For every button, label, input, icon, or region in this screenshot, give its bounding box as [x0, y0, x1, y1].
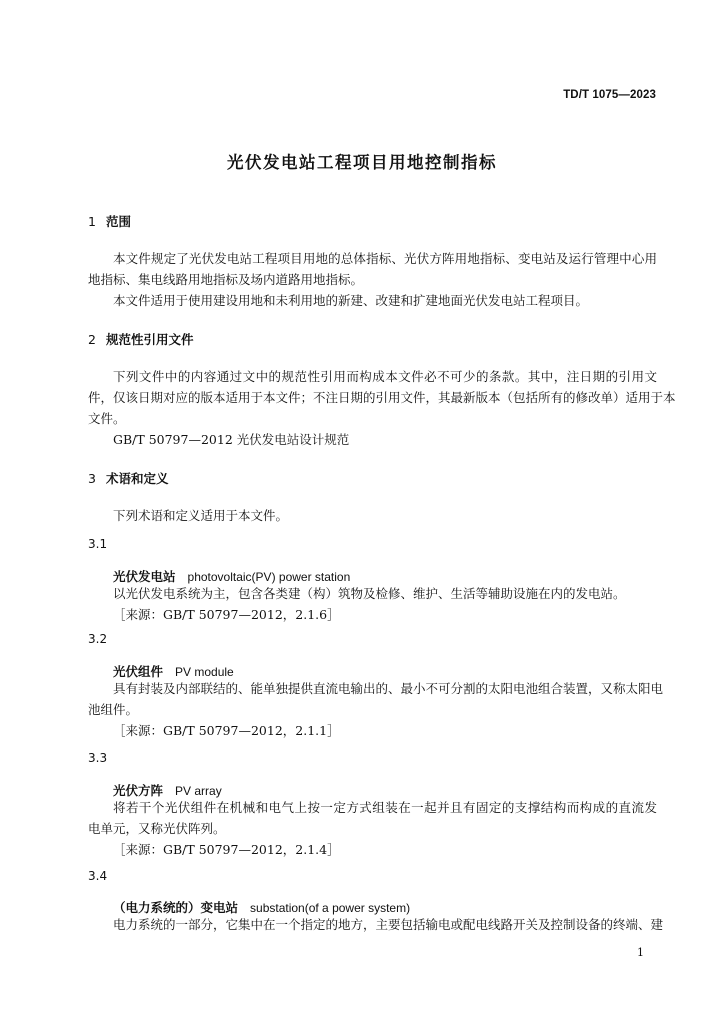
paragraph-line: 文件。: [88, 411, 126, 426]
term-number: 3.2: [88, 632, 108, 646]
definition-line: 电单元，又称光伏阵列。: [88, 821, 226, 836]
section-title: 范围: [106, 214, 132, 229]
section-heading-normative-refs: [88, 330, 194, 348]
term-chinese: （电力系统的）变电站: [113, 900, 239, 915]
term-chinese: 光伏发电站: [113, 569, 176, 584]
definition-line: 以光伏发电系统为主，包含各类建（构）筑物及检修、维护、生活等辅助设施在内的发电站。: [113, 586, 626, 601]
term-english: photovoltaic(PV) power station: [187, 570, 351, 584]
term-source: ［来源：GB/T 50797—2012，2.1.6］: [113, 607, 340, 622]
term-number: 3.4: [88, 869, 108, 883]
reference-item: GB/T 50797—2012 光伏发电站设计规范: [113, 432, 350, 447]
paragraph-line: 本文件适用于使用建设用地和未利用地的新建、改建和扩建地面光伏发电站工程项目。: [113, 293, 589, 308]
term-number: 3.1: [88, 537, 108, 551]
term-source: ［来源：GB/T 50797—2012，2.1.1］: [113, 723, 340, 738]
section-number: 1: [88, 214, 96, 229]
section-heading-scope: [88, 212, 131, 230]
definition-line: 具有封装及内部联结的、能单独提供直流电输出的、最小不可分割的太阳电池组合装置，又称太阳电: [113, 681, 664, 696]
section-heading-terms: [88, 469, 169, 487]
term-number: 3.3: [88, 751, 108, 765]
paragraph-line: 地指标、集电线路用地指标及场内道路用地指标。: [88, 272, 364, 287]
term-english: PV array: [175, 784, 222, 798]
term-chinese: 光伏组件: [113, 664, 164, 679]
paragraph-line: 本文件规定了光伏发电站工程项目用地的总体指标、光伏方阵用地指标、变电站及运行管理中心用: [113, 251, 657, 266]
page-number: 1: [637, 946, 644, 959]
document-title: 光伏发电站工程项目用地控制指标: [227, 153, 497, 172]
section-title: 规范性引用文件: [106, 332, 194, 347]
term-source: ［来源：GB/T 50797—2012，2.1.4］: [113, 842, 340, 857]
section-number: 2: [88, 332, 96, 347]
paragraph-line: 件，仅该日期对应的版本适用于本文件；不注日期的引用文件，其最新版本（包括所有的修改单）适用于本: [88, 390, 676, 405]
paragraph-line: 下列文件中的内容通过文中的规范性引用而构成本文件必不可少的条款。其中，注日期的引用文: [113, 369, 657, 384]
definition-line: 池组件。: [88, 702, 139, 717]
term-chinese: 光伏方阵: [113, 783, 164, 798]
definition-line: 电力系统的一部分，它集中在一个指定的地方，主要包括输电或配电线路开关及控制设备的终端、建: [113, 917, 664, 932]
standard-code: TD/T 1075—2023: [563, 89, 656, 101]
section-number: 3: [88, 471, 96, 486]
term-english: PV module: [175, 665, 234, 679]
definition-line: 将若干个光伏组件在机械和电气上按一定方式组装在一起并且有固定的支撑结构而构成的直流发: [113, 800, 657, 815]
section-title: 术语和定义: [106, 471, 169, 486]
term-english: substation(of a power system): [250, 901, 411, 915]
paragraph-line: 下列术语和定义适用于本文件。: [113, 508, 289, 523]
